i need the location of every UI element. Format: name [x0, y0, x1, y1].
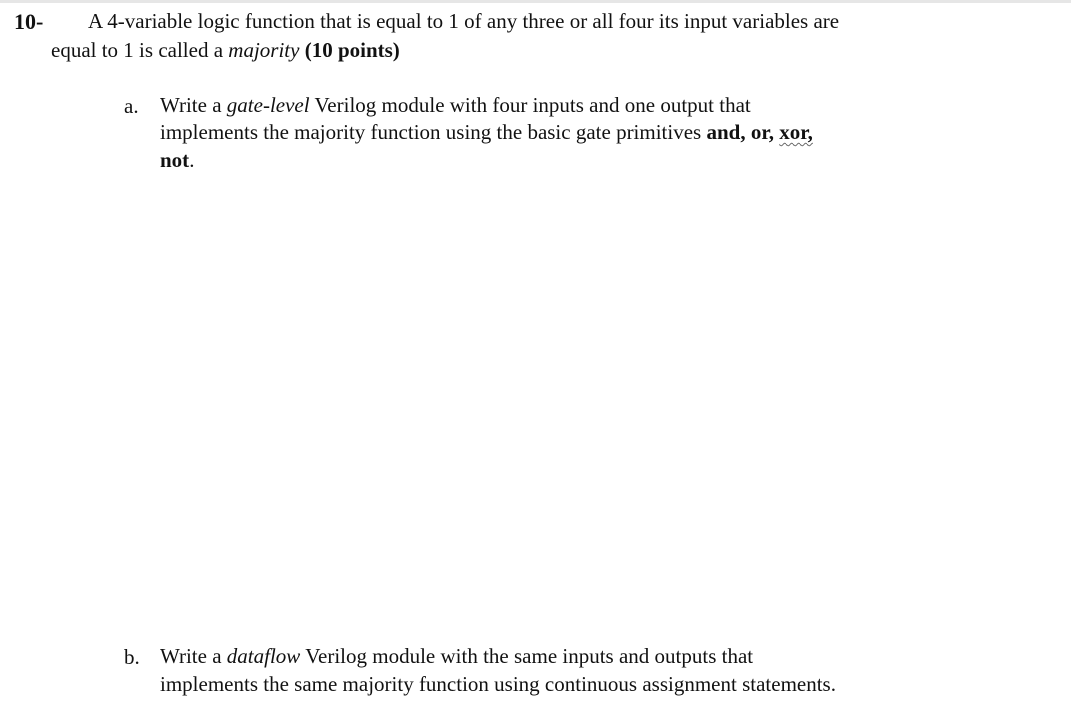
part-a-gate-not: not: [160, 148, 190, 172]
part-a-text-post: Verilog module with four inputs and one output that: [314, 93, 751, 117]
part-a-gate-list: and, or,: [706, 120, 774, 144]
part-a-gate-xor: xor,: [779, 120, 813, 144]
part-a-text-gates: implements the majority function using the basic gate primitives: [160, 120, 702, 144]
question-stem-line-2: [51, 37, 400, 63]
part-a-text-pre: Write a: [160, 93, 222, 117]
part-a-term-gate-level: gate-level: [226, 93, 310, 117]
top-divider: [0, 0, 1071, 3]
stem-text: equal to 1 is called a: [51, 38, 224, 62]
part-b-line-1: [160, 643, 753, 669]
part-b-label: b.: [124, 645, 140, 669]
part-a-line-1: [160, 92, 751, 118]
part-a-label: a.: [124, 94, 139, 118]
question-stem-line-1: A 4-variable logic function that is equal to 1 of any three or all four its input variables are: [88, 9, 840, 33]
stem-term-majority: majority: [228, 38, 300, 62]
part-b-line-2: implements the same majority function using continuous assignment statements.: [160, 672, 836, 696]
part-b-text-pre: Write a: [160, 644, 222, 668]
part-a-line-2: [160, 119, 813, 145]
part-b-text-post: Verilog module with the same inputs and outputs that: [305, 644, 754, 668]
points-label: (10 points): [304, 38, 400, 62]
part-a-period: .: [189, 148, 195, 172]
part-b-term-dataflow: dataflow: [226, 644, 301, 668]
question-number: 10-: [14, 9, 44, 34]
part-a-line-3: [160, 147, 194, 173]
